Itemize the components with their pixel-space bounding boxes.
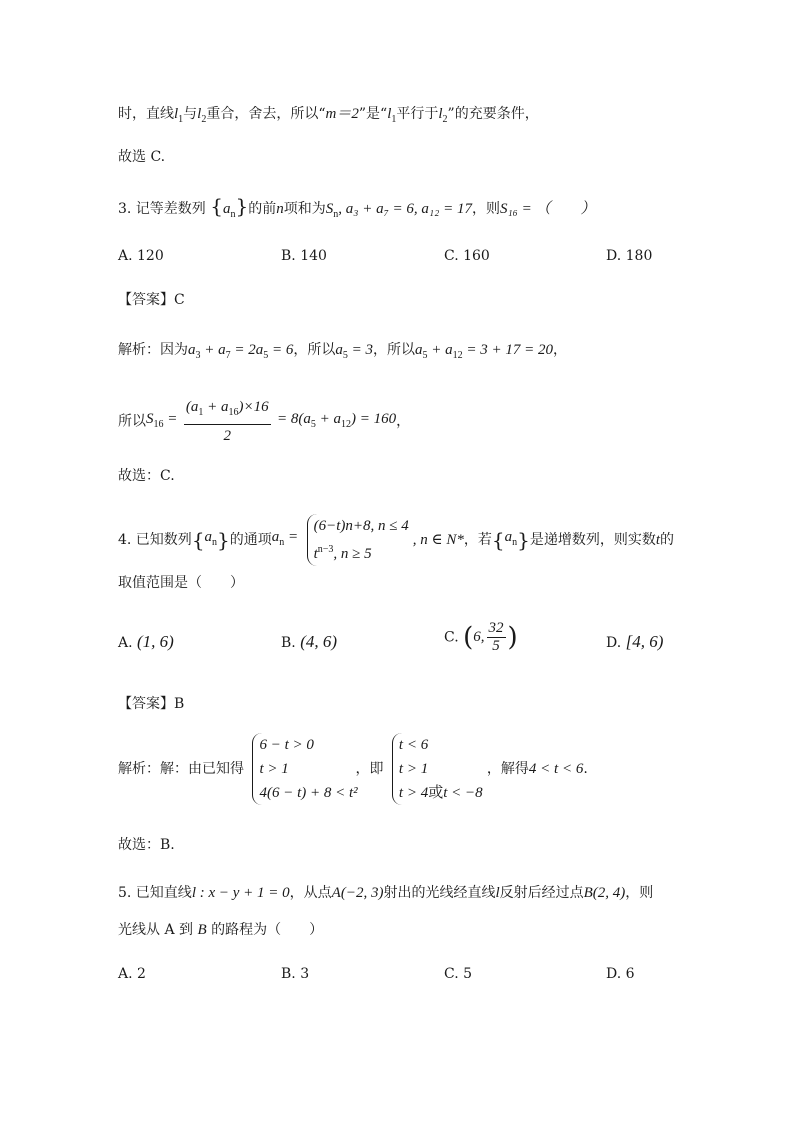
text: 重合，舍去，所以“ (206, 106, 326, 122)
q3-option-b: B. 140 (281, 248, 327, 264)
text: ”的充要条件， (447, 106, 539, 122)
system-2: t < 6 t > 1 t > 4或t < −8 (392, 733, 479, 805)
math-m-eq: m＝2 (325, 106, 359, 122)
q3-option-d: D. 180 (606, 248, 653, 264)
fraction: $\frac{(a_1 + a_{16})\times 16}{2}$ (184, 396, 271, 447)
q4-answer: 【答案】B (118, 696, 185, 712)
fraction: $\frac{32}{5}$ (488, 620, 504, 654)
question-3: 3. 记等差数列 $\{a_n\}$的前n项和为$S_n$, a₃ + a₇ = 6, a₁₂ = 17，则S₁₆ = （ ） (118, 194, 596, 220)
text: 与 (183, 106, 198, 122)
system-1: 6 − t > 0 t > 1 4(6 − t) + 8 < t² (252, 733, 347, 805)
q5-option-a: A. 2 (118, 966, 146, 982)
q4-option-d: D. [4, 6) (606, 632, 664, 651)
q5-option-d: D. 6 (606, 966, 635, 982)
q4-option-c: C. (6, $\frac{32}{5}$ ) (444, 620, 518, 654)
q4-option-a: A. (1, 6) (118, 632, 174, 651)
math-l2b: $l_2$ (438, 106, 448, 125)
question-4-line-2: 取值范围是（ ） (118, 575, 244, 591)
choose-line-1: 故选 C. (118, 149, 166, 165)
q4-option-b: B. (4, 6) (281, 632, 338, 651)
q4-solution: 解析：解：由已知得 6 − t > 0 t > 1 4(6 − t) + 8 < t² ，即 t < 6 t > 1 t > 4或t < −8 ，解得4 < t < 6. (118, 733, 588, 805)
piecewise-definition: (6−t)n+8, n ≤ 4 $t^{n-3}$, n ≥ 5 (307, 514, 409, 566)
math-l1: $l_1$ (174, 106, 184, 125)
question-4: 4. 已知数列$\{a_n\}$的通项$a_n$ = (6−t)n+8, n ≤ 4 $t^{n-3}$, n ≥ 5 , n ∈ N*，若$\{a_n\}$是递增数列，则实数t的 (118, 514, 674, 566)
q5-option-b: B. 3 (281, 966, 310, 982)
q3-answer: 【答案】C (118, 292, 185, 308)
question-5-line-2: 光线从 A 到 B 的路程为（ ） (118, 922, 324, 938)
q3-option-a: A. 120 (118, 248, 164, 264)
prev-solution-line (118, 104, 539, 130)
math-l2: $l_2$ (197, 106, 207, 125)
text: 平行于 (396, 106, 439, 122)
question-number: 3. 记等差数列 (118, 201, 206, 217)
choose-line-4: 故选：B. (118, 837, 175, 853)
choose-line-3: 故选：C. (118, 468, 175, 484)
question-5: 5. 已知直线l : x − y + 1 = 0，从点A(−2, 3)射出的光线经直线l反射后经过点B(2, 4)，则 (118, 885, 654, 901)
q3-solution-1: 解析：因为$a_3 + a_7 = 2a_5 = 6$，所以$a_5 = 3$，所以$a_5 + a_{12} = 3 + 17 = 20$， (118, 342, 567, 361)
q5-option-c: C. 5 (444, 966, 473, 982)
text: 时，直线 (118, 106, 174, 122)
math-l1b: $l_1$ (387, 106, 397, 125)
q3-option-c: C. 160 (444, 248, 490, 264)
text: ”是“ (358, 106, 388, 122)
q3-solution-2: 所以$S_{16}$ = $\frac{(a_1 + a_{16})\times 16}{2}$ = $8(a_5 + a_{12}) = 160$， (118, 396, 410, 447)
